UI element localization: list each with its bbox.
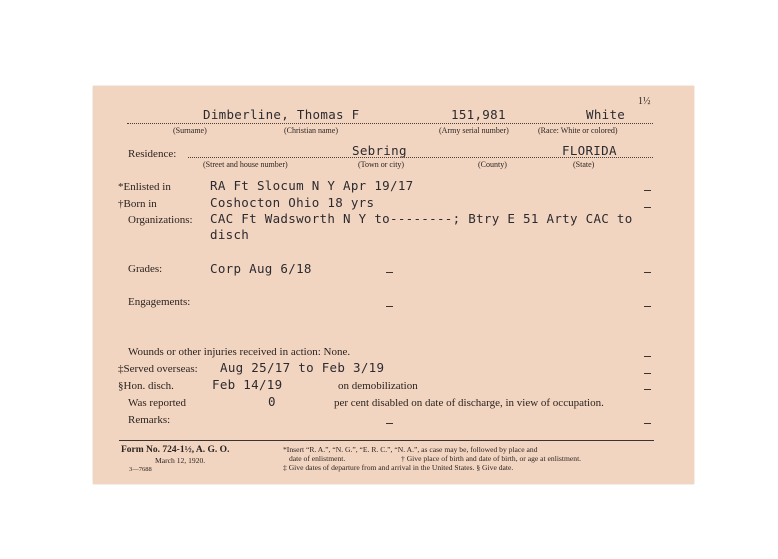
name-value: Dimberline, Thomas F xyxy=(203,107,360,122)
grades-label: Grades: xyxy=(128,263,163,275)
enlisted-dash xyxy=(644,190,651,191)
service-record-card xyxy=(93,86,694,484)
served-value: Aug 25/17 to Feb 3/19 xyxy=(220,360,385,375)
reported-value: 0 xyxy=(268,394,276,409)
reported-suffix: per cent disabled on date of discharge, in view of occupation. xyxy=(334,397,604,409)
hon-disch-dash xyxy=(644,389,651,390)
organizations-value-cont: disch xyxy=(210,227,250,242)
footnote-birth: † Give place of birth and date of birth, or age at enlistment. xyxy=(401,454,582,463)
remarks-label: Remarks: xyxy=(128,414,171,426)
remarks-dash-mid xyxy=(386,423,393,424)
footnote-insert: *Insert “R. A.”, “N. G.”, “E. R. C.”, “N. A.”, as case may be, followed by place and xyxy=(283,445,538,454)
town-value: Sebring xyxy=(352,143,407,158)
residence-label: Residence: xyxy=(128,148,177,160)
grades-value: Corp Aug 6/18 xyxy=(210,261,312,276)
street-caption: (Street and house number) xyxy=(203,160,288,169)
served-dash xyxy=(644,373,651,374)
enlisted-value: RA Ft Slocum N Y Apr 19/17 xyxy=(210,178,414,193)
race-value: White xyxy=(586,107,626,122)
serial-caption: (Army serial number) xyxy=(439,126,509,135)
born-value: Coshocton Ohio 18 yrs xyxy=(210,195,375,210)
state-value: FLORIDA xyxy=(562,143,617,158)
race-caption: (Race: White or colored) xyxy=(538,126,618,135)
footer-rule xyxy=(119,440,654,441)
christian-name-caption: (Christian name) xyxy=(284,126,338,135)
form-code: 3—7688 xyxy=(129,466,152,473)
engagements-label: Engagements: xyxy=(128,296,191,308)
served-label: ‡Served overseas: xyxy=(118,363,198,375)
footnote-overseas: ‡ Give dates of departure from and arrival in the United States. § Give date. xyxy=(283,463,514,472)
organizations-value: CAC Ft Wadsworth N Y to--------; Btry E 51 Arty CAC to xyxy=(210,211,633,226)
grades-dash-end xyxy=(644,272,651,273)
born-dash xyxy=(644,207,651,208)
surname-caption: (Surname) xyxy=(173,126,207,135)
town-caption: (Town or city) xyxy=(358,160,405,169)
engagements-dash-mid xyxy=(386,306,393,307)
form-date: March 12, 1920. xyxy=(155,456,206,465)
serial-value: 151,981 xyxy=(451,107,506,122)
form-number: Form No. 724-1½, A. G. O. xyxy=(121,445,230,455)
name-underline xyxy=(127,123,653,124)
hon-disch-value: Feb 14/19 xyxy=(212,377,283,392)
wounds-row: Wounds or other injuries received in action: None. xyxy=(128,346,351,358)
born-label: †Born in xyxy=(118,198,157,210)
engagements-dash-end xyxy=(644,306,651,307)
hon-disch-label: §Hon. disch. xyxy=(118,380,174,392)
organizations-label: Organizations: xyxy=(128,214,193,226)
enlisted-label: *Enlisted in xyxy=(118,181,171,193)
hon-disch-suffix: on demobilization xyxy=(338,380,418,392)
residence-underline xyxy=(188,157,653,158)
reported-label: Was reported xyxy=(128,397,187,409)
grades-dash-mid xyxy=(386,272,393,273)
remarks-dash-end xyxy=(644,423,651,424)
footnote-insert-cont: date of enlistment. xyxy=(289,454,346,463)
corner-mark: 1½ xyxy=(638,96,651,107)
state-caption: (State) xyxy=(573,160,595,169)
wounds-dash xyxy=(644,356,651,357)
county-caption: (County) xyxy=(478,160,507,169)
